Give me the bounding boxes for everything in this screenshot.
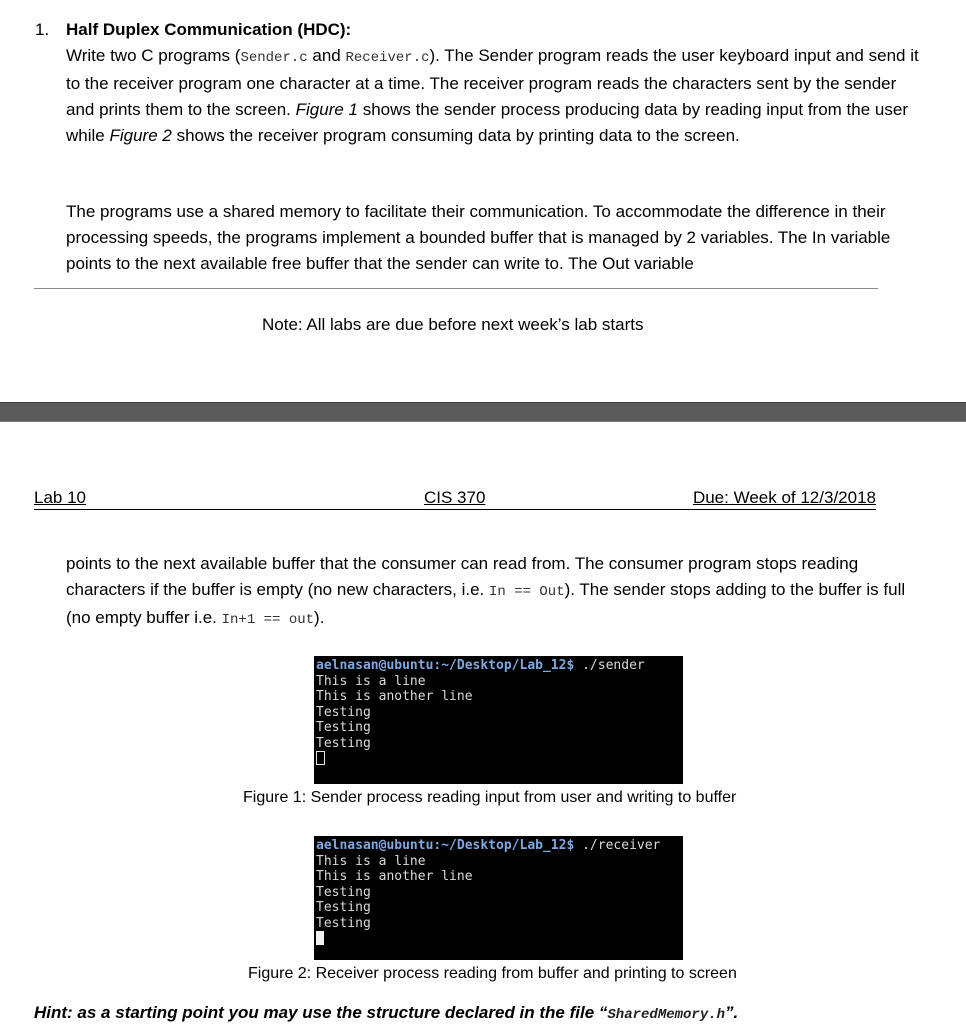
terminal-cursor-line bbox=[316, 751, 681, 767]
header-due-date: Due: Week of 12/3/2018 bbox=[692, 488, 876, 507]
question-paragraph-3 bbox=[66, 551, 926, 633]
question-paragraph-1 bbox=[66, 43, 926, 149]
question-number: 1. bbox=[35, 20, 50, 39]
terminal-line: This is another line bbox=[316, 689, 473, 704]
footer-divider bbox=[34, 288, 878, 289]
terminal-command: ./receiver bbox=[574, 838, 661, 853]
text-run: ). bbox=[314, 608, 325, 627]
terminal-line: This is a line bbox=[316, 853, 426, 869]
hint-text bbox=[34, 1001, 738, 1027]
text-run: ). The sender stops adding to the buffer is full (no empty buffer i.e. bbox=[66, 580, 906, 627]
sender-filename: Sender.c bbox=[240, 50, 308, 66]
header-lab-number: Lab 10 bbox=[34, 488, 86, 507]
terminal-line: This is a line bbox=[316, 673, 426, 689]
text-run: Write two C programs ( bbox=[66, 46, 241, 65]
terminal-cursor-line bbox=[316, 931, 681, 947]
terminal-line: Testing bbox=[316, 704, 371, 720]
code-empty-condition: In == Out bbox=[488, 584, 565, 600]
receiver-terminal-screenshot bbox=[314, 836, 683, 960]
terminal-prompt: aelnasan@ubuntu:~/Desktop/Lab_12$ bbox=[316, 838, 575, 853]
page-header bbox=[34, 487, 876, 510]
question-title: Half Duplex Communication (HDC): bbox=[66, 20, 352, 39]
terminal-command: ./sender bbox=[574, 658, 645, 673]
shared-memory-filename: SharedMemory.h bbox=[607, 1007, 726, 1023]
terminal-prompt-line bbox=[316, 838, 681, 854]
text-run: ). The Sender program reads the user keyboard input and send it to the receiver program one character at a time. The receiver program reads the characters sent by the sender and prints them to the screen. bbox=[66, 46, 919, 119]
sender-terminal-screenshot bbox=[314, 656, 683, 784]
terminal-line: This is another line bbox=[316, 869, 473, 884]
terminal-line: Testing bbox=[316, 720, 371, 735]
terminal-line: Testing bbox=[316, 915, 371, 931]
terminal-cursor-icon bbox=[316, 931, 324, 945]
figure-2-caption: Figure 2: Receiver process reading from buffer and printing to screen bbox=[248, 965, 737, 982]
figure-1-caption: Figure 1: Sender process reading input from user and writing to buffer bbox=[243, 789, 737, 806]
terminal-line: Testing bbox=[316, 884, 371, 900]
footer-note: Note: All labs are due before next week’s lab starts bbox=[262, 315, 644, 334]
question-paragraph-2: The programs use a shared memory to facilitate their communication. To accommodate the difference in their processing speeds, the programs implement a bounded buffer that is managed by 2 variables. The In variable points to the next available free buffer that the sender can write to. The Out variable bbox=[66, 202, 891, 273]
terminal-cursor-icon bbox=[316, 751, 325, 765]
terminal-prompt-line bbox=[316, 658, 681, 674]
text-run: shows the sender process producing data by reading input from the user while bbox=[66, 100, 908, 145]
terminal-prompt: aelnasan@ubuntu:~/Desktop/Lab_12$ bbox=[316, 658, 575, 673]
page-break-bar bbox=[0, 402, 966, 422]
figure-2-reference: Figure 2 bbox=[109, 126, 172, 145]
receiver-filename: Receiver.c bbox=[345, 50, 430, 66]
code-full-condition: In+1 == out bbox=[221, 612, 315, 628]
text-run: Hint: as a starting point you may use the structure declared in the file “ bbox=[34, 1003, 608, 1022]
text-run: and bbox=[307, 46, 346, 65]
text-run: ”. bbox=[725, 1003, 739, 1022]
text-run: points to the next available buffer that the consumer can read from. The consumer program stops reading characters if the buffer is empty (no new characters, i.e. bbox=[66, 554, 859, 599]
figure-1-reference: Figure 1 bbox=[295, 100, 358, 119]
terminal-line: Testing bbox=[316, 900, 371, 915]
header-course: CIS 370 bbox=[424, 488, 486, 507]
terminal-line: Testing bbox=[316, 735, 371, 751]
text-run: shows the receiver program consuming data by printing data to the screen. bbox=[171, 126, 740, 145]
